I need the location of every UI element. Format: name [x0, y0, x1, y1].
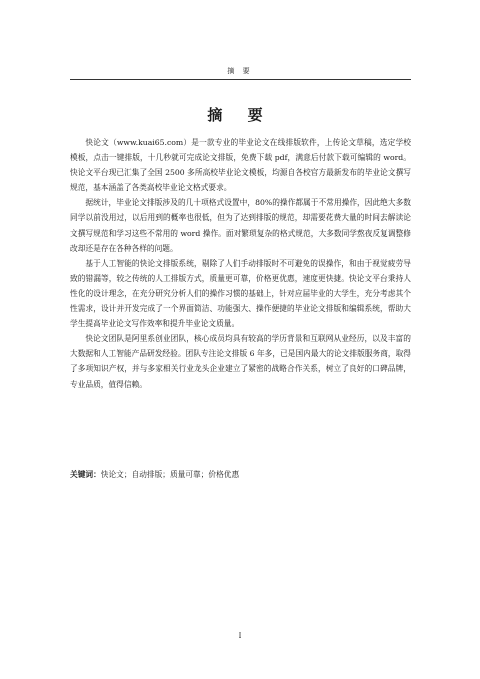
abstract-paragraph-4: 快论文团队是阿里系创业团队，核心成员均具有较高的学历背景和互联网从业经历，以及丰富的大数据和人工智能产品研发经验。团队专注论文排版 6 年多，已是国内最大的论文排版服务商，取得了多项知识产权，并与多家相关行业龙头企业建立了紧密的战略合作关系，树立了良好的口碑品牌，专业品质，值得信赖。 — [70, 334, 411, 389]
keywords-line — [70, 467, 411, 482]
abstract-paragraph-2: 据统计，毕业论文排版涉及的几十项格式设置中，80%的操作都属于不常用操作，因此绝大多数同学以前没用过，以后用到的概率也很低，但为了达到排版的规范，却需要花费大量的时间去解读论文撰写规范和学习这些不常用的 word 操作。面对繁琐复杂的格式规范，大多数同学熬夜反复调整修改却还是存在各种各样的问题。 — [70, 198, 411, 253]
running-header: 摘 要 — [227, 67, 253, 75]
keywords-value: 快论文；自动排版；质量可靠；价格优惠 — [100, 470, 240, 479]
abstract-body — [70, 135, 411, 392]
header-rule — [70, 79, 411, 80]
abstract-paragraph-3: 基于人工智能的快论文排版系统，剔除了人们手动排版时不可避免的误操作，和由于视觉疲劳导致的错漏等，较之传统的人工排版方式，质量更可靠，价格更优惠，速度更快捷。快论文平台秉持人性化的设计理念，在充分研究分析人们的操作习惯的基础上，针对应届毕业的大学生，充分考虑其个性需求，设计并开发完成了一个界面简洁、功能强大、操作便捷的毕业论文排版和编辑系统，帮助大学生提高毕业论文写作效率和提升毕业论文质量。 — [70, 258, 411, 329]
keywords-label: 关键词： — [70, 470, 101, 479]
page-number: I — [238, 632, 242, 640]
abstract-title: 摘 要 — [207, 106, 273, 124]
abstract-paragraph-1: 快论文（www.kuai65.com）是一款专业的毕业论文在线排版软件，上传论文草稿，选定学校模板，点击一键排版，十几秒就可完成论文排版，免费下载 pdf，满意后付款下载可编辑的 word。快论文平台现已汇集了全国 2500 多所高校毕业论文模板，均源自各校官方最新发布的毕业论文撰写规范，基本涵盖了各类高校毕业论文格式要求。 — [70, 138, 411, 193]
